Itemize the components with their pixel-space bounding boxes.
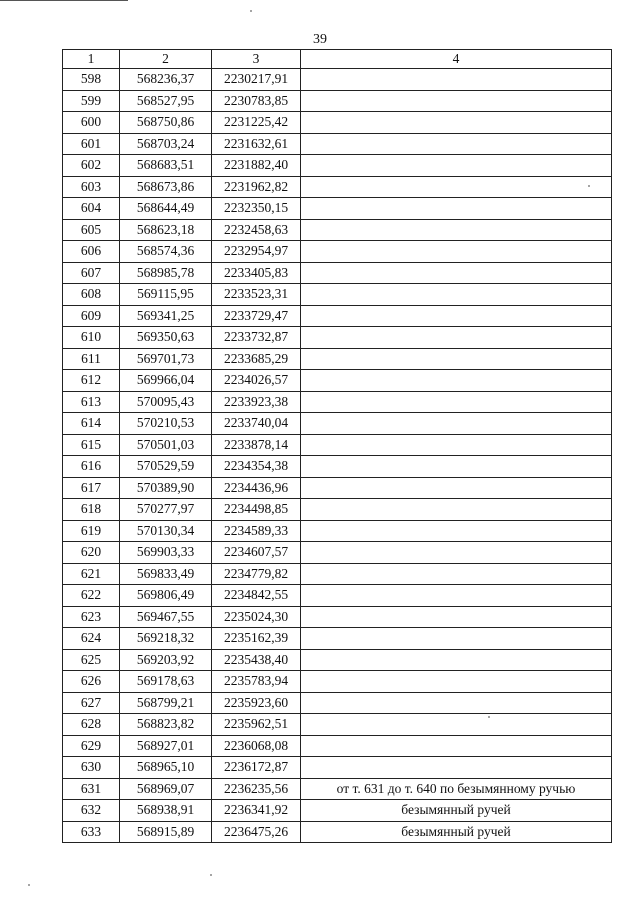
y-coordinate-cell: 2235024,30 xyxy=(212,606,301,628)
x-coordinate-cell: 570277,97 xyxy=(120,499,212,521)
table-row xyxy=(63,155,612,177)
column-header-4: 4 xyxy=(301,50,612,69)
description-cell xyxy=(301,370,612,392)
table-row xyxy=(63,434,612,456)
description-cell xyxy=(301,348,612,370)
y-coordinate-cell: 2230783,85 xyxy=(212,90,301,112)
y-coordinate-cell: 2236341,92 xyxy=(212,800,301,822)
point-number-cell: 603 xyxy=(63,176,120,198)
description-cell xyxy=(301,563,612,585)
y-coordinate-cell: 2231962,82 xyxy=(212,176,301,198)
point-number-cell: 601 xyxy=(63,133,120,155)
y-coordinate-cell: 2233732,87 xyxy=(212,327,301,349)
table-row xyxy=(63,649,612,671)
description-cell xyxy=(301,241,612,263)
point-number-cell: 605 xyxy=(63,219,120,241)
y-coordinate-cell: 2234026,57 xyxy=(212,370,301,392)
y-coordinate-cell: 2231225,42 xyxy=(212,112,301,134)
y-coordinate-cell: 2236235,56 xyxy=(212,778,301,800)
table-row xyxy=(63,413,612,435)
description-cell xyxy=(301,198,612,220)
point-number-cell: 629 xyxy=(63,735,120,757)
point-number-cell: 630 xyxy=(63,757,120,779)
scan-edge-line xyxy=(0,0,128,1)
y-coordinate-cell: 2232458,63 xyxy=(212,219,301,241)
y-coordinate-cell: 2233878,14 xyxy=(212,434,301,456)
table-row xyxy=(63,176,612,198)
description-cell xyxy=(301,628,612,650)
table-row xyxy=(63,585,612,607)
scan-speck xyxy=(210,874,212,876)
table-row xyxy=(63,692,612,714)
y-coordinate-cell: 2235162,39 xyxy=(212,628,301,650)
table-row xyxy=(63,456,612,478)
point-number-cell: 609 xyxy=(63,305,120,327)
table-row xyxy=(63,757,612,779)
x-coordinate-cell: 568750,86 xyxy=(120,112,212,134)
point-number-cell: 632 xyxy=(63,800,120,822)
table-row xyxy=(63,520,612,542)
point-number-cell: 610 xyxy=(63,327,120,349)
column-header-1: 1 xyxy=(63,50,120,69)
table-row xyxy=(63,499,612,521)
description-cell xyxy=(301,606,612,628)
description-cell xyxy=(301,714,612,736)
description-cell xyxy=(301,284,612,306)
description-cell xyxy=(301,692,612,714)
x-coordinate-cell: 569833,49 xyxy=(120,563,212,585)
x-coordinate-cell: 568683,51 xyxy=(120,155,212,177)
table-row xyxy=(63,327,612,349)
description-cell xyxy=(301,520,612,542)
description-cell xyxy=(301,112,612,134)
point-number-cell: 599 xyxy=(63,90,120,112)
x-coordinate-cell: 569350,63 xyxy=(120,327,212,349)
x-coordinate-cell: 569218,32 xyxy=(120,628,212,650)
table-row xyxy=(63,219,612,241)
x-coordinate-cell: 568985,78 xyxy=(120,262,212,284)
description-cell xyxy=(301,155,612,177)
x-coordinate-cell: 568965,10 xyxy=(120,757,212,779)
x-coordinate-cell: 568673,86 xyxy=(120,176,212,198)
y-coordinate-cell: 2234842,55 xyxy=(212,585,301,607)
table-row xyxy=(63,262,612,284)
table-row xyxy=(63,735,612,757)
table-row xyxy=(63,800,612,822)
x-coordinate-cell: 568236,37 xyxy=(120,69,212,91)
x-coordinate-cell: 569178,63 xyxy=(120,671,212,693)
x-coordinate-cell: 570389,90 xyxy=(120,477,212,499)
coordinates-table xyxy=(62,49,612,843)
x-coordinate-cell: 568703,24 xyxy=(120,133,212,155)
x-coordinate-cell: 568799,21 xyxy=(120,692,212,714)
x-coordinate-cell: 568969,07 xyxy=(120,778,212,800)
y-coordinate-cell: 2233685,29 xyxy=(212,348,301,370)
point-number-cell: 608 xyxy=(63,284,120,306)
point-number-cell: 616 xyxy=(63,456,120,478)
y-coordinate-cell: 2236172,87 xyxy=(212,757,301,779)
page-number: 39 xyxy=(313,32,327,47)
table-row xyxy=(63,90,612,112)
description-cell xyxy=(301,499,612,521)
table-row xyxy=(63,370,612,392)
y-coordinate-cell: 2234779,82 xyxy=(212,563,301,585)
table-row xyxy=(63,563,612,585)
description-cell: от т. 631 до т. 640 по безымянному ручью xyxy=(301,778,612,800)
x-coordinate-cell: 570130,34 xyxy=(120,520,212,542)
table-row xyxy=(63,628,612,650)
y-coordinate-cell: 2234354,38 xyxy=(212,456,301,478)
point-number-cell: 624 xyxy=(63,628,120,650)
point-number-cell: 602 xyxy=(63,155,120,177)
y-coordinate-cell: 2231632,61 xyxy=(212,133,301,155)
point-number-cell: 626 xyxy=(63,671,120,693)
x-coordinate-cell: 568527,95 xyxy=(120,90,212,112)
point-number-cell: 613 xyxy=(63,391,120,413)
description-cell xyxy=(301,542,612,564)
table-row xyxy=(63,477,612,499)
table-row xyxy=(63,112,612,134)
description-cell xyxy=(301,262,612,284)
point-number-cell: 606 xyxy=(63,241,120,263)
description-cell xyxy=(301,327,612,349)
y-coordinate-cell: 2236068,08 xyxy=(212,735,301,757)
y-coordinate-cell: 2233740,04 xyxy=(212,413,301,435)
x-coordinate-cell: 568927,01 xyxy=(120,735,212,757)
description-cell xyxy=(301,735,612,757)
table-row xyxy=(63,69,612,91)
description-cell xyxy=(301,649,612,671)
x-coordinate-cell: 570095,43 xyxy=(120,391,212,413)
column-header-3: 3 xyxy=(212,50,301,69)
description-cell xyxy=(301,69,612,91)
x-coordinate-cell: 569341,25 xyxy=(120,305,212,327)
point-number-cell: 600 xyxy=(63,112,120,134)
y-coordinate-cell: 2233523,31 xyxy=(212,284,301,306)
table-row xyxy=(63,671,612,693)
y-coordinate-cell: 2234607,57 xyxy=(212,542,301,564)
description-cell xyxy=(301,413,612,435)
x-coordinate-cell: 568644,49 xyxy=(120,198,212,220)
point-number-cell: 615 xyxy=(63,434,120,456)
x-coordinate-cell: 568623,18 xyxy=(120,219,212,241)
y-coordinate-cell: 2234589,33 xyxy=(212,520,301,542)
scan-speck xyxy=(588,185,590,187)
table-header-row xyxy=(63,50,612,69)
table-row xyxy=(63,391,612,413)
table-row xyxy=(63,284,612,306)
x-coordinate-cell: 569903,33 xyxy=(120,542,212,564)
description-cell: безымянный ручей xyxy=(301,800,612,822)
x-coordinate-cell: 568574,36 xyxy=(120,241,212,263)
point-number-cell: 631 xyxy=(63,778,120,800)
point-number-cell: 633 xyxy=(63,821,120,843)
description-cell xyxy=(301,671,612,693)
x-coordinate-cell: 568823,82 xyxy=(120,714,212,736)
point-number-cell: 617 xyxy=(63,477,120,499)
x-coordinate-cell: 570210,53 xyxy=(120,413,212,435)
description-cell xyxy=(301,133,612,155)
x-coordinate-cell: 568915,89 xyxy=(120,821,212,843)
description-cell: безымянный ручей xyxy=(301,821,612,843)
table-row xyxy=(63,542,612,564)
y-coordinate-cell: 2230217,91 xyxy=(212,69,301,91)
y-coordinate-cell: 2235923,60 xyxy=(212,692,301,714)
y-coordinate-cell: 2234436,96 xyxy=(212,477,301,499)
y-coordinate-cell: 2231882,40 xyxy=(212,155,301,177)
point-number-cell: 598 xyxy=(63,69,120,91)
y-coordinate-cell: 2232954,97 xyxy=(212,241,301,263)
scan-speck xyxy=(488,716,490,718)
scan-speck xyxy=(28,884,30,886)
y-coordinate-cell: 2235783,94 xyxy=(212,671,301,693)
table-row xyxy=(63,778,612,800)
x-coordinate-cell: 570529,59 xyxy=(120,456,212,478)
description-cell xyxy=(301,434,612,456)
table-row xyxy=(63,241,612,263)
x-coordinate-cell: 569701,73 xyxy=(120,348,212,370)
point-number-cell: 607 xyxy=(63,262,120,284)
description-cell xyxy=(301,757,612,779)
point-number-cell: 612 xyxy=(63,370,120,392)
scan-speck xyxy=(250,10,252,12)
point-number-cell: 618 xyxy=(63,499,120,521)
description-cell xyxy=(301,477,612,499)
point-number-cell: 611 xyxy=(63,348,120,370)
table-row xyxy=(63,133,612,155)
description-cell xyxy=(301,176,612,198)
description-cell xyxy=(301,585,612,607)
point-number-cell: 622 xyxy=(63,585,120,607)
x-coordinate-cell: 569203,92 xyxy=(120,649,212,671)
table-row xyxy=(63,198,612,220)
y-coordinate-cell: 2233729,47 xyxy=(212,305,301,327)
x-coordinate-cell: 570501,03 xyxy=(120,434,212,456)
point-number-cell: 627 xyxy=(63,692,120,714)
description-cell xyxy=(301,391,612,413)
table-row xyxy=(63,348,612,370)
y-coordinate-cell: 2235962,51 xyxy=(212,714,301,736)
x-coordinate-cell: 569467,55 xyxy=(120,606,212,628)
x-coordinate-cell: 568938,91 xyxy=(120,800,212,822)
point-number-cell: 625 xyxy=(63,649,120,671)
table-row xyxy=(63,305,612,327)
column-header-2: 2 xyxy=(120,50,212,69)
table-body xyxy=(63,69,612,843)
point-number-cell: 604 xyxy=(63,198,120,220)
description-cell xyxy=(301,456,612,478)
point-number-cell: 619 xyxy=(63,520,120,542)
description-cell xyxy=(301,219,612,241)
y-coordinate-cell: 2233923,38 xyxy=(212,391,301,413)
x-coordinate-cell: 569966,04 xyxy=(120,370,212,392)
y-coordinate-cell: 2233405,83 xyxy=(212,262,301,284)
point-number-cell: 621 xyxy=(63,563,120,585)
table-row xyxy=(63,606,612,628)
y-coordinate-cell: 2234498,85 xyxy=(212,499,301,521)
x-coordinate-cell: 569806,49 xyxy=(120,585,212,607)
point-number-cell: 620 xyxy=(63,542,120,564)
y-coordinate-cell: 2236475,26 xyxy=(212,821,301,843)
description-cell xyxy=(301,90,612,112)
description-cell xyxy=(301,305,612,327)
table-row xyxy=(63,821,612,843)
table-row xyxy=(63,714,612,736)
x-coordinate-cell: 569115,95 xyxy=(120,284,212,306)
y-coordinate-cell: 2235438,40 xyxy=(212,649,301,671)
point-number-cell: 614 xyxy=(63,413,120,435)
point-number-cell: 628 xyxy=(63,714,120,736)
point-number-cell: 623 xyxy=(63,606,120,628)
y-coordinate-cell: 2232350,15 xyxy=(212,198,301,220)
